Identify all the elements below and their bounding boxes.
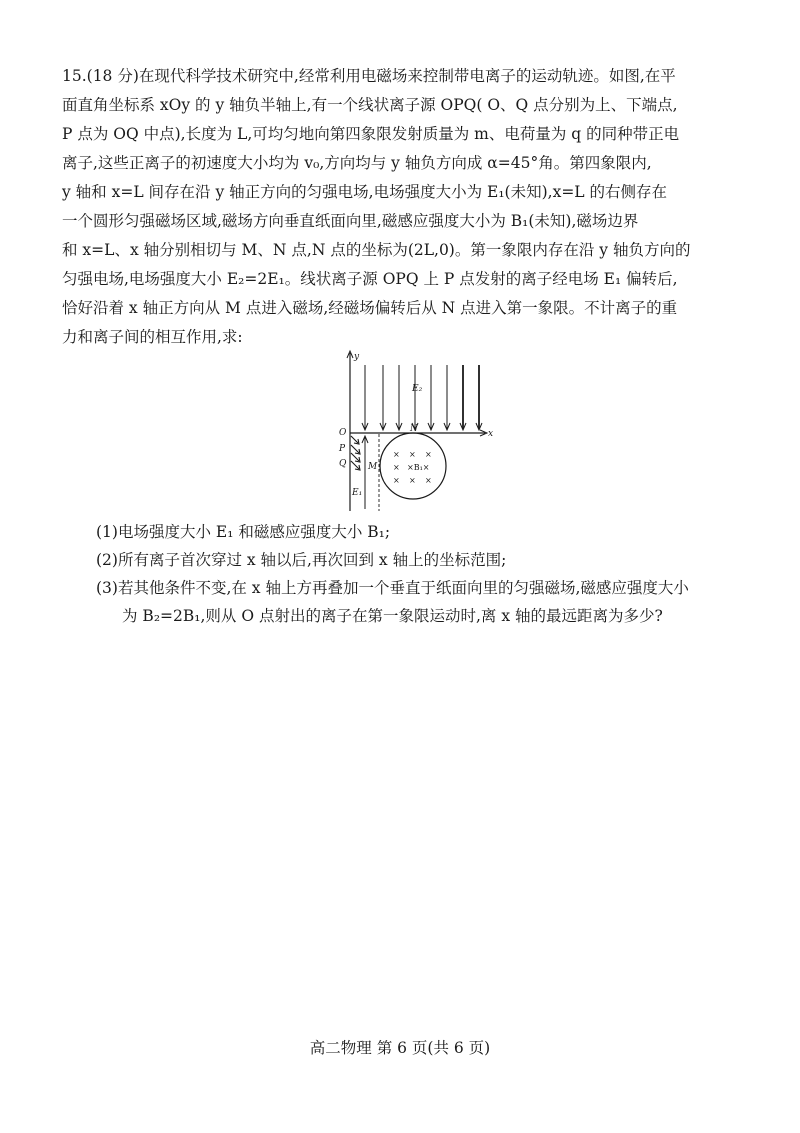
cross-mark: ×: [393, 476, 400, 485]
cross-mark: ×: [425, 476, 432, 485]
subquestion-3: (3)若其他条件不变,在 x 轴上方再叠加一个垂直于纸面向里的匀强磁场,磁感应强度大小: [96, 579, 689, 597]
ion-emission-arrows: [351, 436, 360, 470]
n-label: N: [410, 424, 418, 434]
stem-line: 15.(18 分)在现代科学技术研究中,经常利用电磁场来控制带电离子的运动轨迹。如图,在平: [62, 67, 676, 85]
stem-line: 面直角坐标系 xOy 的 y 轴负半轴上,有一个线状离子源 OPQ( O、Q 点分别为上、下端点,: [62, 96, 678, 114]
stem-line: 和 x=L、x 轴分别相切与 M、N 点,N 点的坐标为(2L,0)。第一象限内存在沿 y 轴负方向的: [62, 241, 691, 259]
e2-field-arrows: [362, 365, 482, 430]
stem-line: P 点为 OQ 中点),长度为 L,可均匀地向第四象限发射质量为 m、电荷量为 q 的同种带正电: [62, 125, 680, 143]
p-label: P: [339, 444, 346, 454]
subquestion-2: (2)所有离子首次穿过 x 轴以后,再次回到 x 轴上的坐标范围;: [96, 551, 507, 569]
cross-mark: ×: [409, 476, 416, 485]
e1-label: E₁: [352, 488, 363, 498]
stem-line: y 轴和 x=L 间存在沿 y 轴正方向的匀强电场,电场强度大小为 E₁(未知),x=L 的右侧存在: [62, 183, 668, 201]
stem-line: 恰好沿着 x 轴正方向从 M 点进入磁场,经磁场偏转后从 N 点进入第一象限。不计离子的重: [62, 299, 678, 317]
subquestion-1: (1)电场强度大小 E₁ 和磁感应强度大小 B₁;: [96, 523, 391, 541]
stem-line: 离子,这些正离子的初速度大小均为 v₀,方向均与 y 轴负方向成 α=45°角。第四象限内,: [62, 154, 652, 172]
m-label: M: [368, 462, 378, 472]
cross-mark: ×: [393, 450, 400, 459]
stem-line: 力和离子间的相互作用,求:: [62, 328, 243, 346]
cross-mark: ×: [393, 463, 400, 472]
emission-arrow: [351, 461, 359, 469]
stem-line: 一个圆形匀强磁场区域,磁场方向垂直纸面向里,磁感应强度大小为 B₁(未知),磁场边界: [62, 212, 639, 230]
x-axis-label: x: [488, 429, 494, 439]
page-footer: 高二物理 第 6 页(共 6 页): [309, 1039, 491, 1057]
emission-arrow: [351, 445, 359, 453]
b1-label: ×B₁×: [407, 463, 430, 472]
q-label: Q: [339, 459, 347, 469]
subquestion-3-continued: 为 B₂=2B₁,则从 O 点射出的离子在第一象限运动时,离 x 轴的最远距离为多少?: [122, 607, 663, 625]
origin-label: O: [339, 428, 347, 438]
y-axis-label: y: [354, 352, 360, 362]
emission-arrow: [351, 453, 359, 461]
emission-arrow: [351, 436, 358, 443]
question-15-stem: [62, 62, 742, 352]
e2-label: E₂: [412, 384, 423, 394]
physics-diagram: [335, 345, 505, 513]
stem-line: 匀强电场,电场强度大小 E₂=2E₁。线状离子源 OPQ 上 P 点发射的离子经电场 E₁ 偏转后,: [62, 270, 678, 288]
cross-mark: ×: [425, 450, 432, 459]
field-diagram-svg: [335, 345, 505, 513]
cross-mark: ×: [409, 450, 416, 459]
e1-field-arrows: [362, 436, 368, 509]
